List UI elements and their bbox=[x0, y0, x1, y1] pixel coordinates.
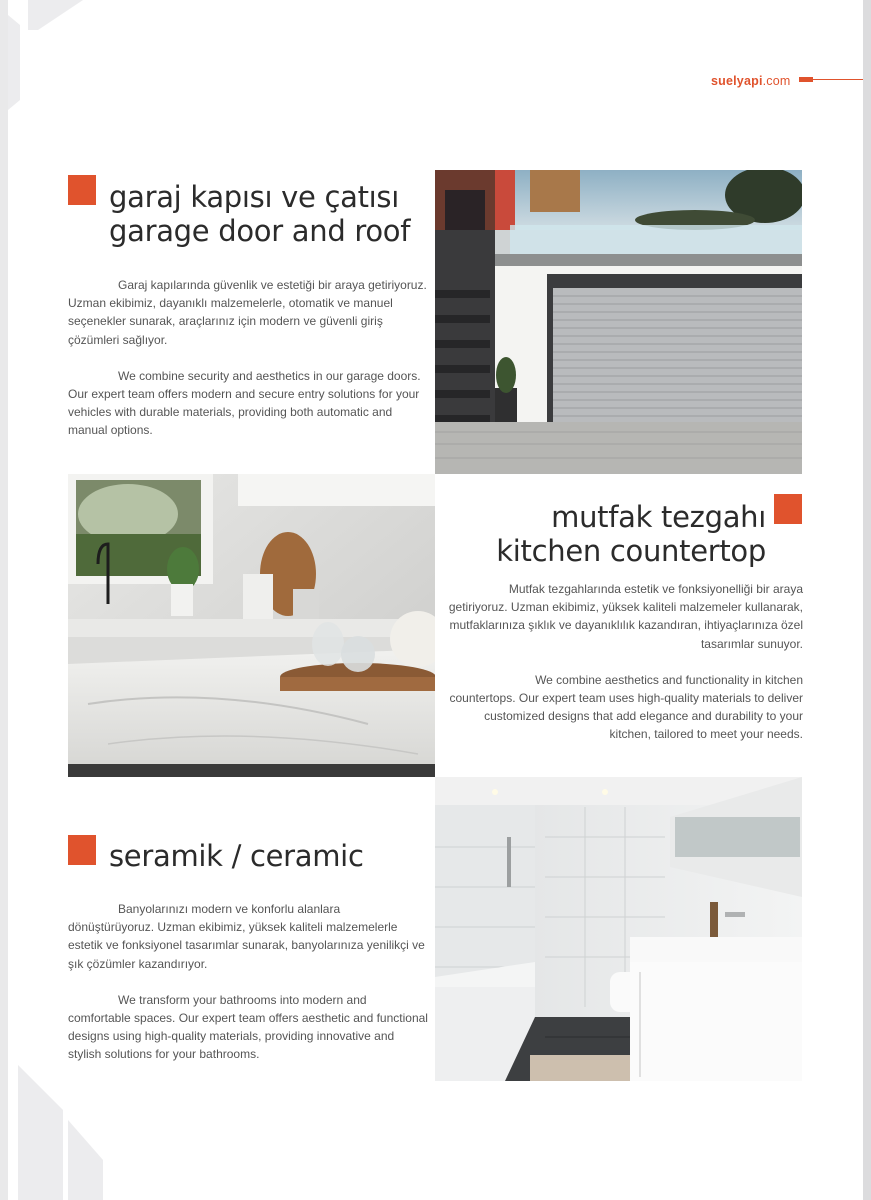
title-en: garage door and roof bbox=[109, 214, 411, 248]
title-tr: seramik / ceramic bbox=[109, 839, 364, 873]
section-marker-garage bbox=[68, 175, 96, 205]
text-tr: Garaj kapılarında güvenlik ve estetiği bir araya getiriyoruz. Uzman ekibimiz, dayanıklı malzemelerle, otomatik ve manuel seçenekler sunarak, araçlarınız için modern ve güvenli giriş çözümleri sağlıyor. bbox=[68, 278, 427, 347]
section-text-ceramic bbox=[68, 900, 428, 1064]
text-en: We combine aesthetics and functionality in kitchen countertops. Our expert team uses high-quality materials to deliver customized designs that add elegance and durability to your kitchen, tailored to meet your needs. bbox=[449, 672, 803, 742]
brand-domain: .com bbox=[762, 74, 791, 88]
section-marker-ceramic bbox=[68, 835, 96, 865]
section-text-kitchen bbox=[448, 580, 803, 744]
section-title-garage bbox=[109, 180, 410, 248]
section-title-kitchen bbox=[428, 500, 766, 568]
brochure-page bbox=[8, 0, 863, 1200]
brand-name: suelyapi bbox=[711, 74, 763, 88]
title-tr: garaj kapısı ve çatısı bbox=[109, 180, 399, 214]
section-title-ceramic bbox=[109, 839, 364, 873]
brand-accent-line bbox=[813, 79, 863, 80]
text-en: We combine security and aesthetics in our garage doors. Our expert team offers modern and secure entry solutions for your vehicles with durable materials, providing both automatic and manual options. bbox=[68, 368, 421, 438]
text-tr: Mutfak tezgahlarında estetik ve fonksiyonelliği bir araya getiriyoruz. Uzman ekibimiz, yüksek kaliteli malzemeler kullanarak, mutfaklarınıza şıklık ve dayanıklılık kazandıran, ihtiyaçlarınıza özel tasarımlar sunuyor. bbox=[448, 582, 803, 651]
section-text-garage bbox=[68, 276, 428, 440]
section-marker-kitchen bbox=[774, 494, 802, 524]
garage-door-photo bbox=[435, 170, 802, 474]
kitchen-countertop-photo bbox=[68, 474, 435, 777]
text-tr: Banyolarınızı modern ve konforlu alanlara dönüştürüyoruz. Uzman ekibimiz, yüksek kaliteli malzemelerle estetik ve fonksiyonel tasarımlar sunarak, banyolarınıza yenilikçi ve şık çözümler kazandırıyor. bbox=[68, 902, 425, 971]
title-tr: mutfak tezgahı bbox=[551, 500, 766, 534]
brand-url[interactable] bbox=[711, 74, 791, 88]
chevron-decoration-bottom bbox=[8, 1060, 128, 1200]
chevron-decoration-top bbox=[8, 0, 128, 110]
text-en: We transform your bathrooms into modern and comfortable spaces. Our expert team offers aesthetic and functional designs using high-quality materials, providing innovative and stylish solutions for your bathrooms. bbox=[68, 992, 428, 1062]
brand-accent-bar bbox=[799, 77, 813, 82]
title-en: kitchen countertop bbox=[496, 534, 766, 568]
ceramic-bathroom-photo bbox=[435, 777, 802, 1081]
page-edge bbox=[863, 0, 871, 1200]
